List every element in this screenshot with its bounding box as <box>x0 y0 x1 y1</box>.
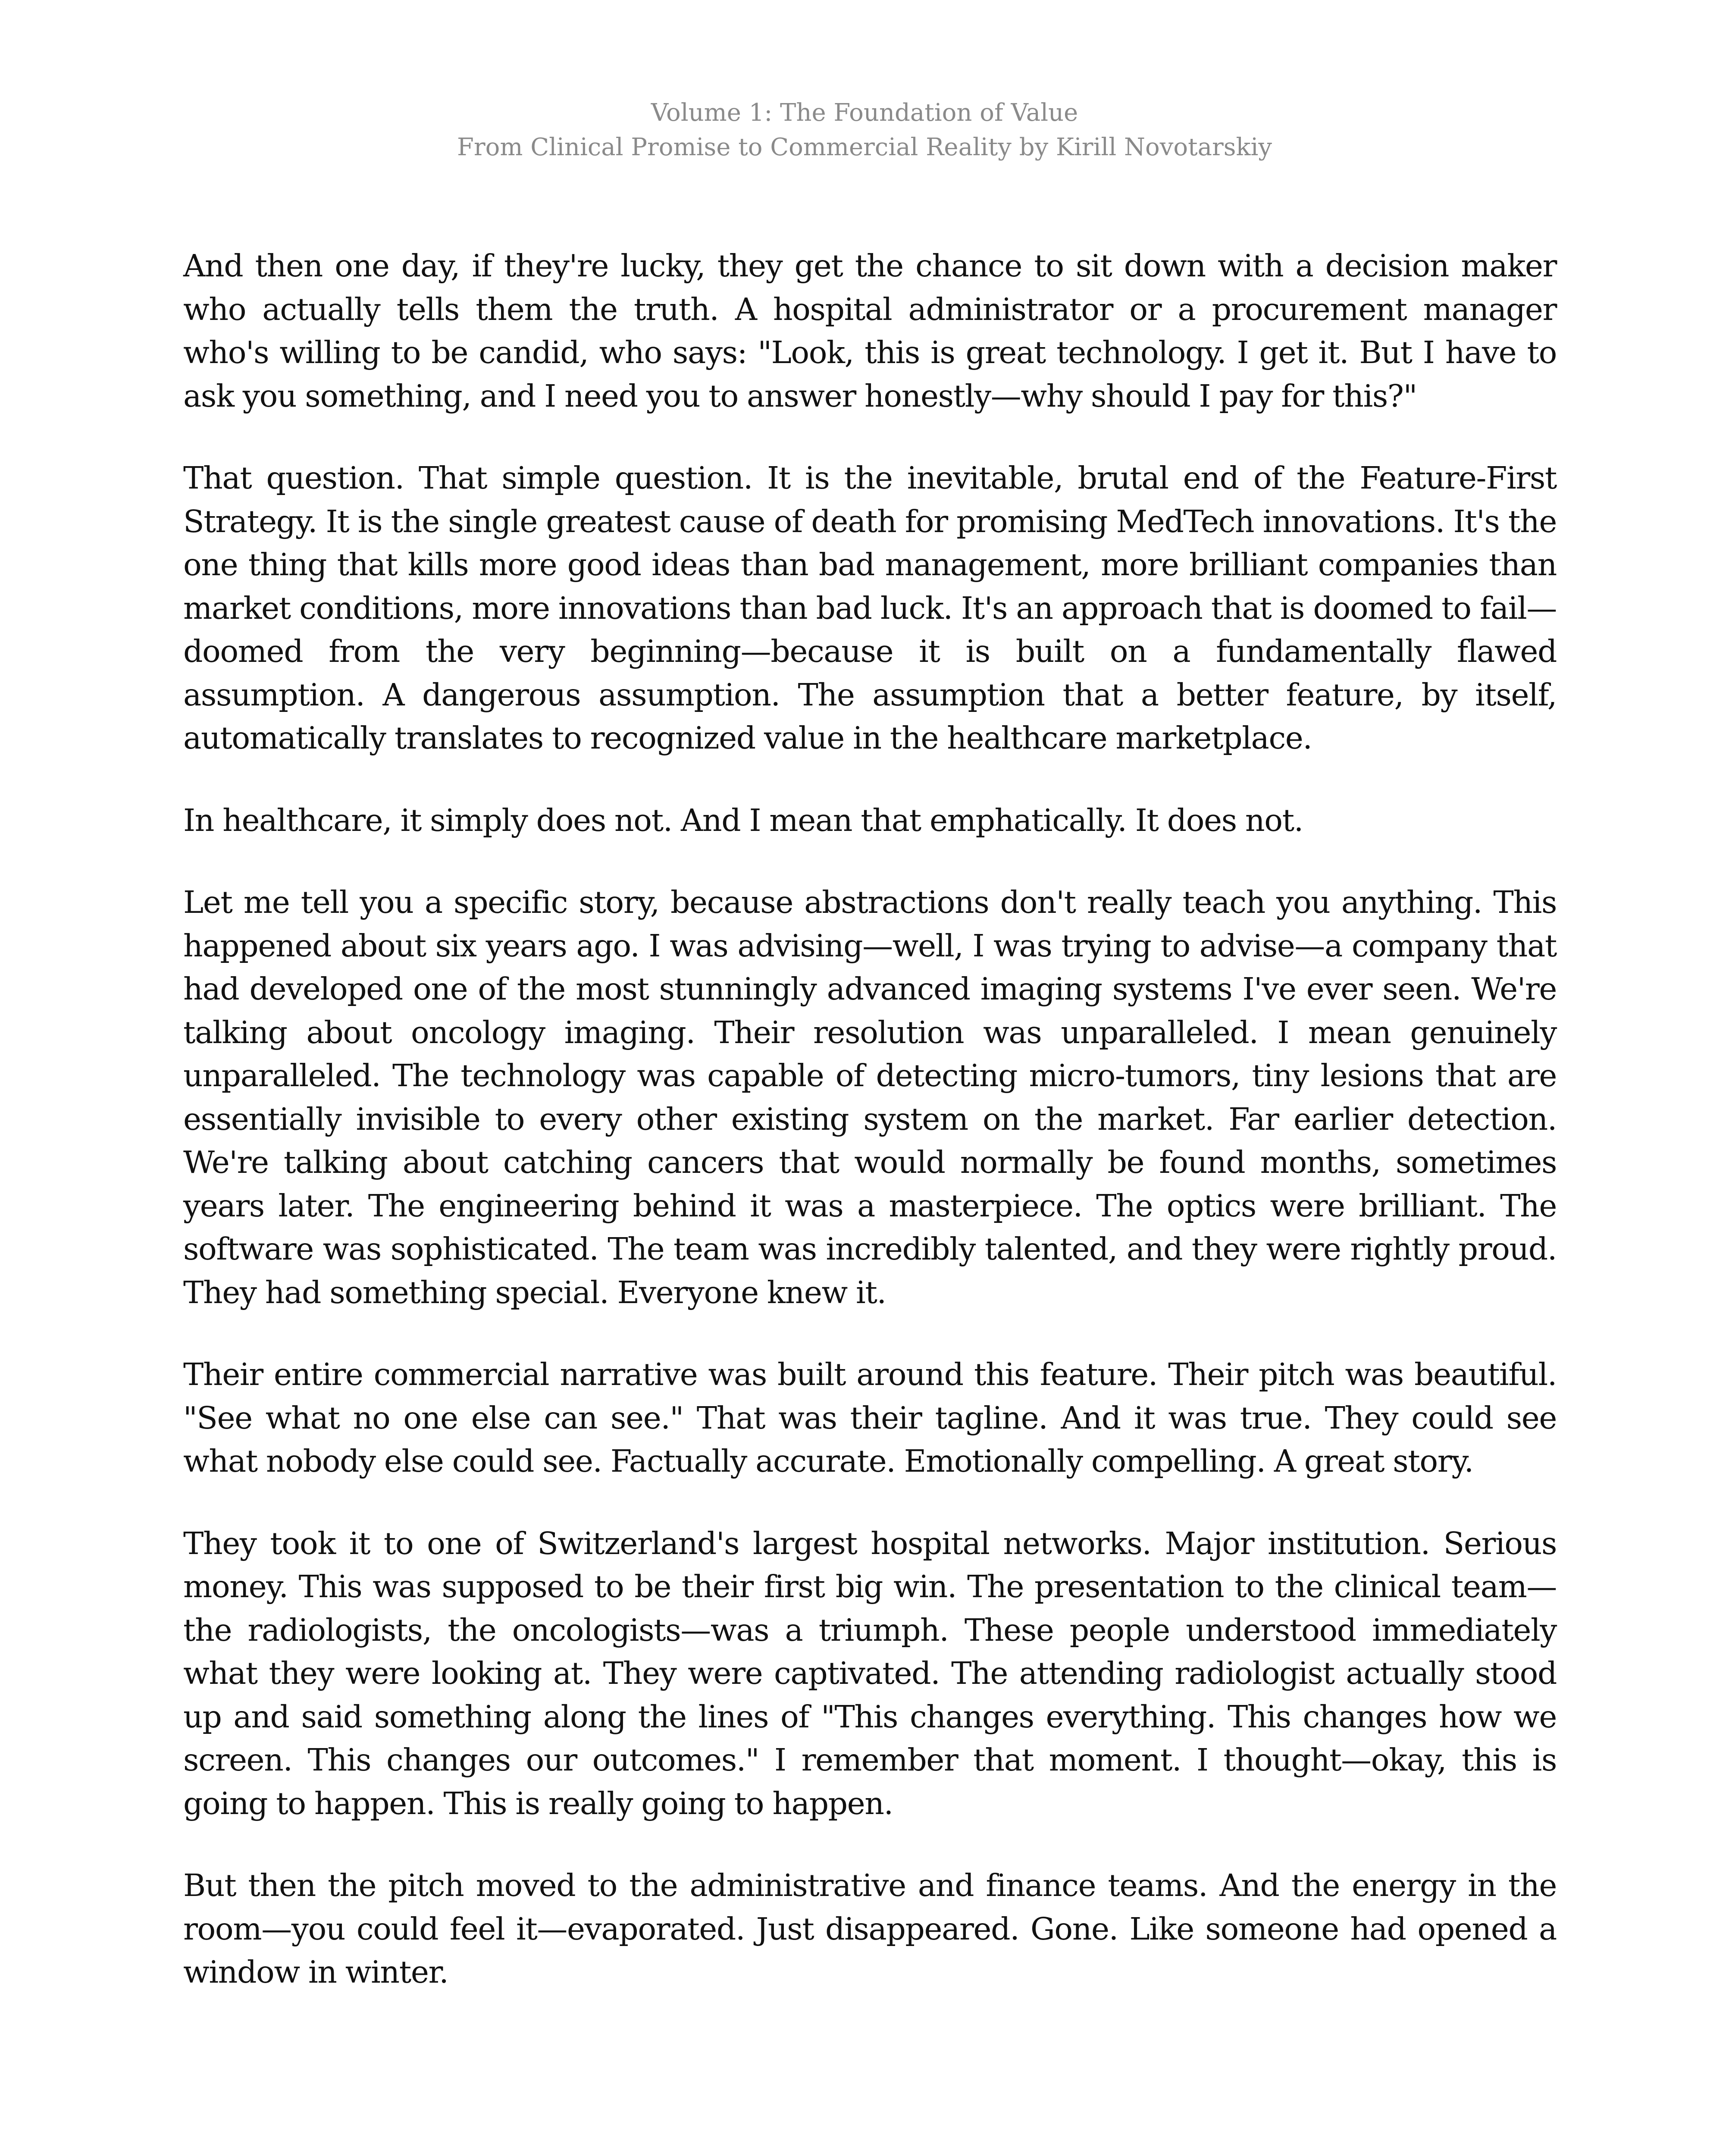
paragraph: But then the pitch moved to the administrative and finance teams. And the energy in the room—you could feel it—evaporated. Just disappeared. Gone. Like someone had opened a window in winter. <box>183 1868 1557 1990</box>
paragraph: In healthcare, it simply does not. And I mean that emphatically. It does not. <box>183 802 1303 838</box>
book-subtitle: From Clinical Promise to Commercial Reality by Kirill Novotarskiy <box>457 133 1272 161</box>
paragraph: Their entire commercial narrative was built around this feature. Their pitch was beautiful. "See what no one else can see." That was their tagline. And it was true. They could see what nobody else could see. Factually accurate. Emotionally compelling. A great story. <box>183 1357 1557 1479</box>
body-text <box>183 244 1557 2033</box>
paragraph: Let me tell you a specific story, because abstractions don't really teach you anything. This happened about six years ago. I was advising—well, I was trying to advise—a company that had developed one of the most stunningly advanced imaging systems I've ever seen. We're talking about oncology imaging. Their resolution was unparalleled. I mean genuinely unparalleled. The technology was capable of detecting micro-tumors, tiny lesions that are essentially invisible to every other existing system on the market. Far earlier detection. We're talking about catching cancers that would normally be found months, sometimes years later. The engineering behind it was a masterpiece. The optics were brilliant. The software was sophisticated. The team was incredibly talented, and they were rightly proud. They had something special. Everyone knew it. <box>183 884 1557 1310</box>
volume-title: Volume 1: The Foundation of Value <box>651 99 1078 127</box>
paragraph: They took it to one of Switzerland's largest hospital networks. Major institution. Serious money. This was supposed to be their first big win. The presentation to the clinical team—the radiologists, the oncologists—was a triumph. These people understood immediately what they were looking at. They were captivated. The attending radiologist actually stood up and said something along the lines of "This changes everything. This changes how we screen. This changes our outcomes." I remember that moment. I thought—okay, this is going to happen. This is really going to happen. <box>183 1525 1557 1821</box>
paragraph: That question. That simple question. It is the inevitable, brutal end of the Feature-First Strategy. It is the single greatest cause of death for promising MedTech innovations. It's the one thing that kills more good ideas than bad management, more brilliant companies than market conditions, more innovations than bad luck. It's an approach that is doomed to fail—doomed from the very beginning—because it is built on a fundamentally flawed assumption. A dangerous assumption. The assumption that a better feature, by itself, automatically translates to recognized value in the healthcare marketplace. <box>183 460 1557 756</box>
paragraph: And then one day, if they're lucky, they get the chance to sit down with a decision maker who actually tells them the truth. A hospital administrator or a procurement manager who's willing to be candid, who says: "Look, this is great technology. I get it. But I have to ask you something, and I need you to answer honestly—why should I pay for this?" <box>183 248 1557 414</box>
running-header <box>0 96 1729 165</box>
